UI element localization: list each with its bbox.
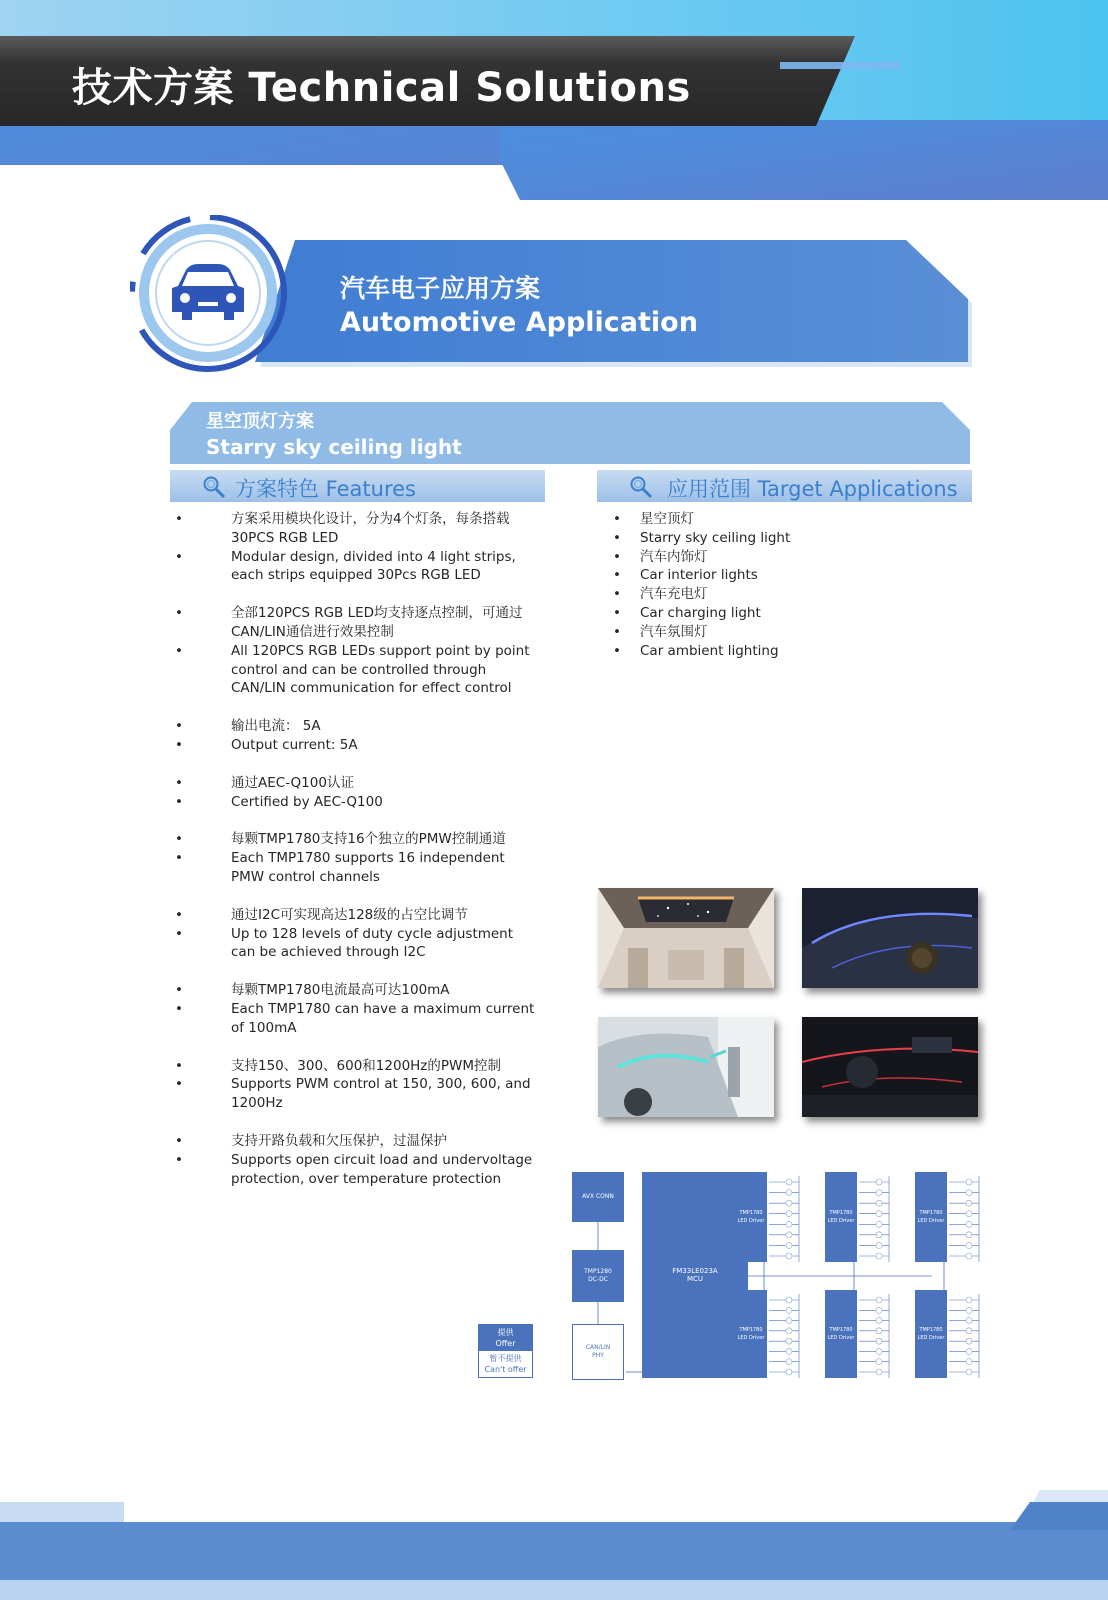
led-symbol bbox=[786, 1179, 792, 1185]
targets-header bbox=[597, 470, 972, 502]
led-symbol bbox=[876, 1369, 882, 1375]
led-symbol bbox=[876, 1200, 882, 1206]
led-symbol bbox=[786, 1232, 792, 1238]
led-symbol bbox=[876, 1232, 882, 1238]
banner-title bbox=[340, 272, 698, 340]
led-symbol bbox=[786, 1297, 792, 1303]
led-symbol bbox=[876, 1179, 882, 1185]
magnifier-icon bbox=[202, 475, 226, 499]
legend-cant-offer: 暂不提供 Can't offer bbox=[479, 1351, 532, 1377]
magnifier-icon bbox=[629, 475, 653, 499]
legend-offer: 提供 Offer bbox=[479, 1325, 532, 1351]
list-item: • 汽车充电灯 bbox=[613, 586, 708, 603]
photo-charging-light bbox=[598, 1017, 774, 1117]
led-driver-block: TMP1780 LED Driver bbox=[825, 1290, 857, 1378]
led-symbol bbox=[966, 1369, 972, 1375]
led-symbol bbox=[966, 1253, 972, 1259]
led-symbol bbox=[966, 1359, 972, 1365]
avx-connector-block: AVX CONN bbox=[572, 1172, 624, 1222]
list-item: • 星空顶灯 bbox=[613, 511, 694, 527]
list-item: • Certified by AEC-Q100 bbox=[175, 793, 383, 810]
section-title bbox=[206, 410, 462, 460]
led-symbol bbox=[876, 1318, 882, 1324]
led-symbol bbox=[966, 1328, 972, 1334]
targets-label: 应用范围 Target Applications bbox=[667, 477, 958, 501]
mcu-block: FM33LE023A MCU bbox=[642, 1172, 748, 1378]
led-symbol bbox=[786, 1369, 792, 1375]
photo-interior-light bbox=[802, 888, 978, 988]
led-symbol bbox=[876, 1307, 882, 1313]
led-symbol bbox=[966, 1318, 972, 1324]
list-item: • Car interior lights bbox=[613, 567, 758, 584]
list-item: • 支持150、300、600和1200Hz的PWM控制 bbox=[175, 1057, 502, 1074]
list-item: • 通过AEC-Q100认证 bbox=[175, 774, 354, 791]
led-symbol bbox=[786, 1318, 792, 1324]
led-driver-block: TMP1780 LED Driver bbox=[735, 1290, 767, 1378]
led-symbol bbox=[966, 1242, 972, 1248]
page-title: 技术方案 Technical Solutions bbox=[72, 65, 691, 111]
features-list bbox=[175, 510, 536, 1188]
list-item: • Up to 128 levels of duty cycle adjustment can be achieved through I2C bbox=[175, 925, 514, 961]
led-symbol bbox=[786, 1242, 792, 1248]
led-symbol bbox=[786, 1338, 792, 1344]
list-item: • Car ambient lighting bbox=[613, 642, 779, 659]
led-symbol bbox=[876, 1242, 882, 1248]
led-symbol bbox=[786, 1359, 792, 1365]
features-label: 方案特色 Features bbox=[235, 477, 416, 501]
led-symbol bbox=[966, 1200, 972, 1206]
list-item: • All 120PCS RGB LEDs support point by point control and can be controlled through CAN/LIN communication for effect control bbox=[175, 642, 530, 697]
led-symbol bbox=[876, 1211, 882, 1217]
photo-starry-ceiling bbox=[598, 888, 774, 988]
led-driver-block: TMP1780 LED Driver bbox=[825, 1172, 857, 1262]
led-symbol bbox=[786, 1307, 792, 1313]
led-symbol bbox=[876, 1297, 882, 1303]
list-item: • Supports open circuit load and undervoltage protection, over temperature protection bbox=[175, 1151, 533, 1187]
led-symbol bbox=[786, 1190, 792, 1196]
list-item: • 每颗TMP1780支持16个独立的PMW控制通道 bbox=[175, 831, 506, 848]
led-symbol bbox=[966, 1211, 972, 1217]
led-symbol bbox=[966, 1297, 972, 1303]
led-symbol bbox=[966, 1307, 972, 1313]
diagram-legend bbox=[478, 1324, 533, 1378]
targets-list bbox=[613, 510, 970, 660]
photo-ambient-light bbox=[802, 1017, 978, 1117]
list-item: • 汽车氛围灯 bbox=[613, 623, 708, 640]
led-symbol bbox=[786, 1253, 792, 1259]
led-symbol bbox=[786, 1328, 792, 1334]
led-symbol bbox=[966, 1232, 972, 1238]
led-symbol bbox=[966, 1221, 972, 1227]
section-title-cn: 星空顶灯方案 bbox=[206, 411, 314, 432]
list-item: • Car charging light bbox=[613, 604, 761, 621]
can-lin-phy-block: CAN/LIN PHY bbox=[572, 1324, 624, 1380]
led-symbol bbox=[786, 1348, 792, 1354]
list-item: • 每颗TMP1780电流最高可达100mA bbox=[175, 982, 450, 999]
list-item: • Each TMP1780 supports 16 independent PMW control channels bbox=[175, 850, 505, 885]
block-diagram bbox=[572, 1172, 992, 1382]
list-item: • Each TMP1780 can have a maximum current of 100mA bbox=[175, 1000, 535, 1036]
led-symbol bbox=[876, 1359, 882, 1365]
list-item: • 全部120PCS RGB LED均支持逐点控制，可通过CAN/LIN通信进行效果控制 bbox=[175, 605, 523, 640]
list-item: • 支持开路负载和欠压保护，过温保护 bbox=[175, 1132, 447, 1149]
list-item: • 方案采用模块化设计，分为4个灯条，每条搭载30PCS RGB LED bbox=[175, 511, 510, 546]
footer-background bbox=[0, 1490, 1108, 1600]
dcdc-block: TMP1280 DC-DC bbox=[572, 1250, 624, 1302]
list-item: • 通过I2C可实现高达128级的占空比调节 bbox=[175, 906, 468, 923]
section-title-en: Starry sky ceiling light bbox=[206, 435, 462, 459]
list-item: • Modular design, divided into 4 light strips, each strips equipped 30Pcs RGB LED bbox=[175, 548, 516, 584]
led-symbol bbox=[966, 1338, 972, 1344]
led-symbol bbox=[876, 1190, 882, 1196]
led-symbol bbox=[876, 1221, 882, 1227]
list-item: • Supports PWM control at 150, 300, 600, and 1200Hz bbox=[175, 1076, 531, 1112]
list-item: • Output current: 5A bbox=[175, 736, 358, 753]
features-header bbox=[170, 470, 545, 502]
banner-title-cn: 汽车电子应用方案 bbox=[340, 274, 541, 303]
led-symbol bbox=[786, 1200, 792, 1206]
list-item: • 输出电流： 5A bbox=[175, 718, 321, 735]
led-driver-block: TMP1780 LED Driver bbox=[915, 1290, 947, 1378]
led-driver-block: TMP1780 LED Driver bbox=[735, 1172, 767, 1262]
led-symbol bbox=[876, 1338, 882, 1344]
led-symbol bbox=[966, 1179, 972, 1185]
list-item: • 汽车内饰灯 bbox=[613, 548, 708, 565]
led-driver-block: TMP1780 LED Driver bbox=[915, 1172, 947, 1262]
led-symbol bbox=[786, 1221, 792, 1227]
banner-title-en: Automotive Application bbox=[340, 307, 698, 338]
led-symbol bbox=[876, 1253, 882, 1259]
led-symbol bbox=[786, 1211, 792, 1217]
led-symbol bbox=[966, 1190, 972, 1196]
led-symbol bbox=[966, 1348, 972, 1354]
car-icon bbox=[168, 262, 248, 326]
led-symbol bbox=[876, 1328, 882, 1334]
led-symbol bbox=[876, 1348, 882, 1354]
list-item: • Starry sky ceiling light bbox=[613, 529, 791, 546]
